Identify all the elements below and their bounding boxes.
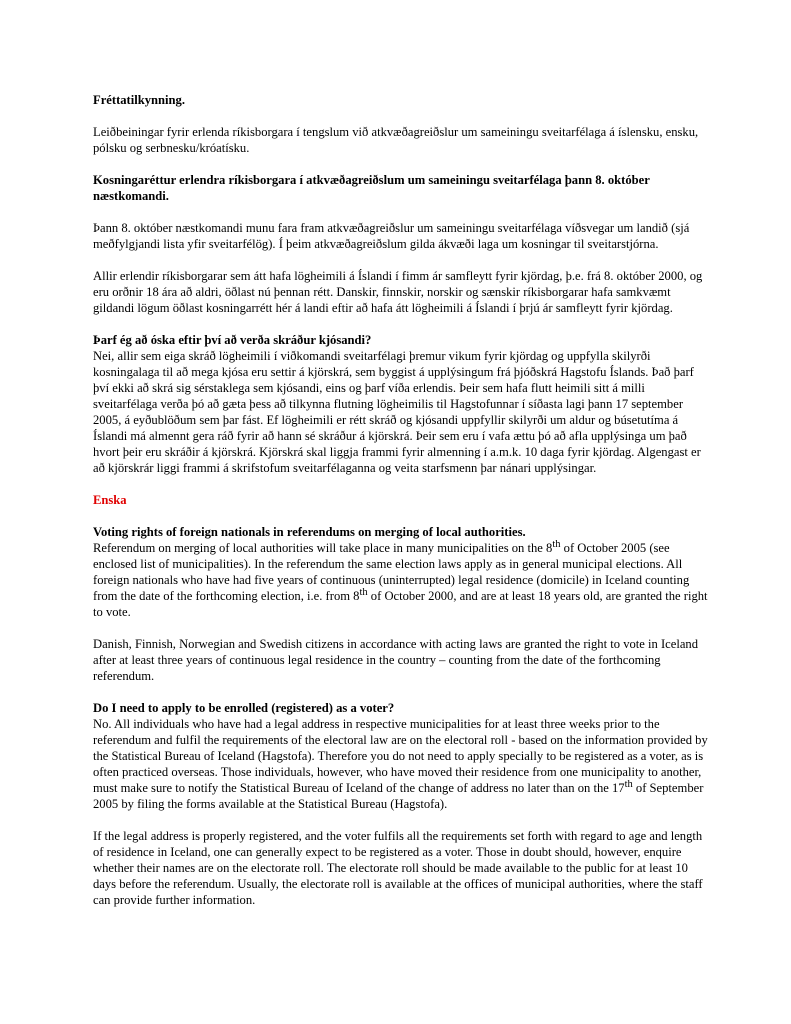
- ordinal-suffix: th: [552, 539, 561, 550]
- english-question-body-part-a: No. All individuals who have had a legal address in respective municipalities for at least three weeks prior to the referendum and fulfil the requirements of the electoral law are on the electoral roll - based on the information provided by the Statistical Bureau of Iceland (Hagstofa). Therefore you do not need to apply specially to be registered as a voter, as is often practiced overseas. Those individuals, however, who have moved their residence from one municipality to another, must make sure to notify the Statistical Bureau of Iceland of the change of address no later than on the 17: [93, 717, 708, 795]
- document-page: [93, 92, 711, 908]
- icelandic-paragraph-1: Þann 8. október næstkomandi munu fara fram atkvæðagreiðslur um sameiningu sveitarfélaga víðsvegar um landið (sjá meðfylgjandi lista yfir sveitarfélög). Í þeim atkvæðagreiðslum gilda ákvæði laga um kosningar til sveitarstjórna.: [93, 221, 690, 251]
- english-paragraph-1-part-b: of October 2005 (see enclosed list of municipalities). In the referendum the same election laws apply as in general municipal elections. All foreign nationals who have had five years of continuous (uninterrupted) legal residence (domicile) in Iceland counting from the date of the forthcoming election, i.e. from 8: [93, 541, 690, 603]
- english-paragraph-2: Danish, Finnish, Norwegian and Swedish citizens in accordance with acting laws are granted the right to vote in Iceland after at least three years of continuous legal residence in the country – counting from the date of the forthcoming referendum.: [93, 637, 699, 683]
- english-heading: Voting rights of foreign nationals in referendums on merging of local authorities.: [93, 525, 526, 539]
- icelandic-question-body: Nei, allir sem eiga skráð lögheimili í viðkomandi sveitarfélagi þremur vikum fyrir kjördag og uppfylla skilyrði kosningalaga til að mega kjósa eru settir á kjörskrá, sem byggist á upplýsingum frá þjóðskrá Hagstofu Íslands. Það þarf því ekki að skrá sig sérstaklega sem kjósandi, eins og þarf víða erlendis. Þeir sem hafa flutt heimili sitt á milli sveitarfélaga verða þó að gæta þess að tilkynna flutning lögheimilis til Hagstofunnar í síðasta lagi þann 17 september 2005, á eyðublöðum sem þar fást. Ef lögheimili er rétt skráð og kjósandi uppfyllir skilyrði um aldur og búsetutíma á Íslandi má almennt gera ráð fyrir að hann sé skráður á kjörskrá. Þeir sem eru í vafa ættu þó að afla upplýsinga um það hvort þeir eru skráðir á kjörskrá. Kjörskrá skal liggja frammi fyrir almenning í a.m.k. 10 daga fyrir kjördag. Algengast er að kjörskrár liggi frammi á skrifstofum sveitarfélaganna og veita starfsmenn þar nánari upplýsingar.: [93, 349, 701, 475]
- ordinal-suffix: th: [624, 779, 633, 790]
- english-paragraph-1: [93, 540, 711, 620]
- english-question-heading: Do I need to apply to be enrolled (registered) as a voter?: [93, 701, 395, 715]
- english-question-body: [93, 716, 711, 812]
- ordinal-suffix: th: [359, 587, 368, 598]
- intro-paragraph: Leiðbeiningar fyrir erlenda ríkisborgara í tengslum við atkvæðagreiðslur um sameiningu sveitarfélaga á íslensku, ensku, pólsku og serbnesku/króatísku.: [93, 125, 699, 155]
- icelandic-heading: Kosningaréttur erlendra ríkisborgara í atkvæðagreiðslum um sameiningu sveitarfélaga þann 8. október næstkomandi.: [93, 173, 650, 203]
- english-paragraph-1-part-c: of October 2000, and are at least 18 years old, are granted the right to vote.: [93, 589, 708, 619]
- english-paragraph-3: If the legal address is properly registered, and the voter fulfils all the requirements set forth with regard to age and length of residence in Iceland, one can generally expect to be registered as a voter. Those in doubt should, however, enquire whether their names are on the electorate roll. The electorate roll should be made available to the public for at least 10 days before the referendum. Usually, the electorate roll is available at the offices of municipal authorities, where the staff can provide further information.: [93, 829, 703, 907]
- english-paragraph-1-part-a: Referendum on merging of local authorities will take place in many municipalities on the 8: [93, 541, 553, 555]
- icelandic-paragraph-2: Allir erlendir ríkisborgarar sem átt hafa lögheimili á Íslandi í fimm ár samfleytt fyrir kjördag, þ.e. frá 8. október 2000, og eru orðnir 18 ára að aldri, öðlast nú þennan rétt. Danskir, finnskir, norskir og sænskir ríkisborgarar hafa samkvæmt gildandi lögum öðlast kosningarrétt hér á landi eftir að hafa átt lögheimili á Íslandi í þrjú ár samfleytt fyrir kjördag.: [93, 269, 703, 315]
- english-question-body-part-b: of September 2005 by filing the forms available at the Statistical Bureau (Hagstofa).: [93, 781, 704, 811]
- document-title: Fréttatilkynning.: [93, 93, 186, 107]
- icelandic-question-heading: Þarf ég að óska eftir því að verða skráður kjósandi?: [93, 333, 372, 347]
- english-section-label: Enska: [93, 493, 127, 507]
